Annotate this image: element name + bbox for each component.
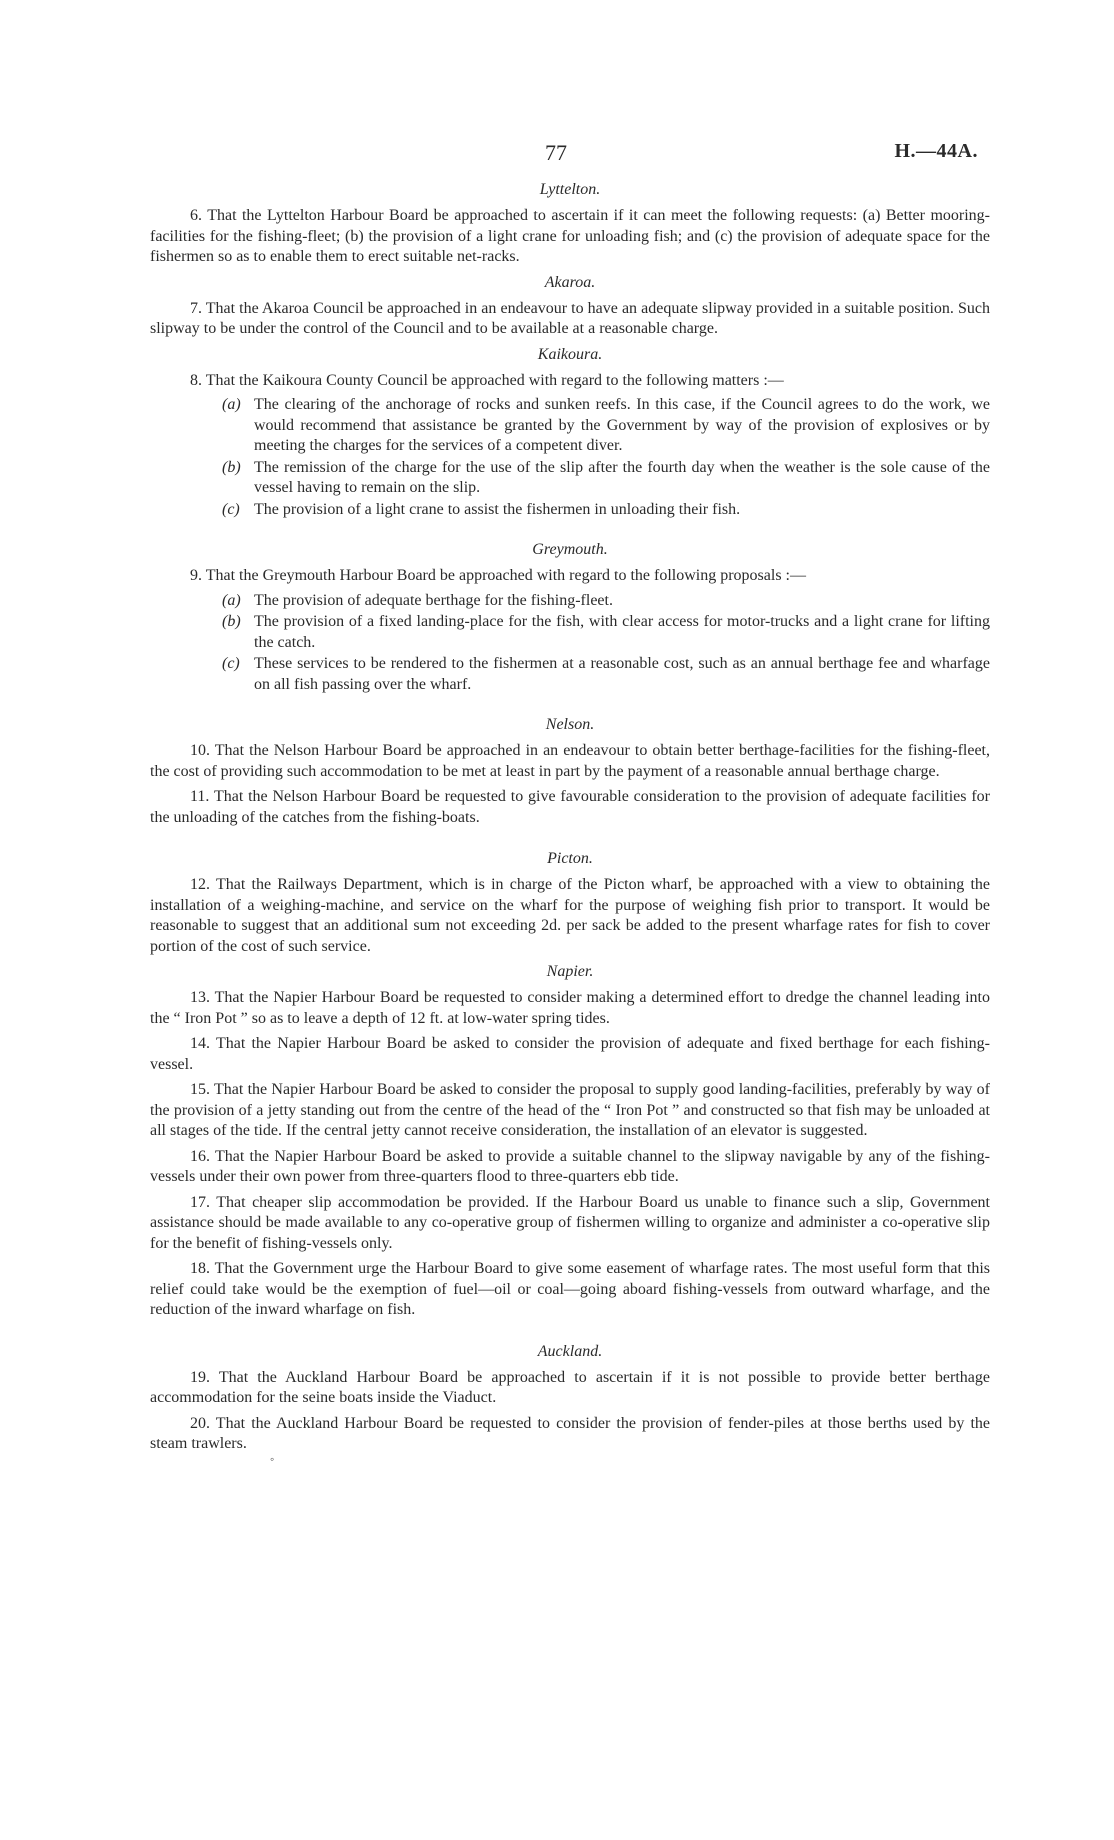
section-auckland bbox=[150, 1342, 990, 1455]
stray-ink-mark: ◦ bbox=[270, 1452, 275, 1466]
section-kaikoura bbox=[150, 345, 990, 521]
sub-item bbox=[150, 500, 990, 521]
section-heading: Nelson. bbox=[545, 716, 595, 733]
sub-item-label: (c) bbox=[222, 655, 240, 672]
paragraph-13: 13. That the Napier Harbour Board be requested to consider making a determined effort to dredge the channel leading into the “ Iron Pot ” so as to leave a depth of 12 ft. at low-water spring tides. bbox=[150, 989, 990, 1027]
paragraph-20: 20. That the Auckland Harbour Board be requested to consider the provision of fender-piles at those berths used by the steam trawlers. bbox=[150, 1414, 990, 1452]
sub-item-label: (a) bbox=[222, 591, 241, 609]
paragraph-9-intro: 9. That the Greymouth Harbour Board be approached with regard to the following proposals :— bbox=[190, 567, 806, 584]
sub-item-list bbox=[150, 591, 990, 696]
section-heading: Greymouth. bbox=[532, 541, 608, 558]
spacer bbox=[150, 833, 990, 845]
paragraph-8-intro: 8. That the Kaikoura County Council be approached with regard to the following matters :— bbox=[190, 371, 784, 389]
sub-item bbox=[150, 458, 990, 499]
sub-item bbox=[150, 654, 990, 695]
paragraph-11: 11. That the Nelson Harbour Board be requested to give favourable consideration to the provision of adequate facilities for the unloading of the catches from the fishing-boats. bbox=[150, 788, 990, 826]
spacer bbox=[150, 1326, 990, 1338]
section-akaroa bbox=[150, 273, 990, 340]
paragraph-16: 16. That the Napier Harbour Board be asked to provide a suitable channel to the slipway navigable by any of the fishing-vessels under their own power from three-quarters flood to three-quarters ebb tide. bbox=[150, 1147, 990, 1185]
sub-item-text: The provision of a fixed landing-place for the fish, with clear access for motor-trucks and a light crane for lifting the catch. bbox=[254, 613, 990, 651]
paragraph-6: 6. That the Lyttelton Harbour Board be approached to ascertain if it can meet the following requests: (a) Better mooring-facilities for the fishing-fleet; (b) the provision of a light crane for unloading fish; and (c) the provision of adequate space for the fishermen so as to enable them to erect suitable net-racks. bbox=[150, 207, 990, 265]
paragraph-10: 10. That the Nelson Harbour Board be approached in an endeavour to obtain better berthage-facilities for the fishing-fleet, the cost of providing such accommodation to be met at least in part by the payment of a reasonable annual berthage charge. bbox=[150, 742, 990, 780]
sub-item-text: The clearing of the anchorage of rocks and sunken reefs. In this case, if the Council agrees to do the work, we would recommend that assistance be granted by the Government by way of the provision of explosives or by meeting the charges for the services of a competent diver. bbox=[254, 396, 990, 454]
section-heading: Lyttelton. bbox=[539, 181, 601, 198]
sub-item-label: (b) bbox=[222, 613, 241, 630]
paragraph-12: 12. That the Railways Department, which is in charge of the Picton wharf, be approached with a view to obtaining the installation of a weighing-machine, and service on the wharf for the purpose of weighing fish prior to transport. It would be reasonable to suggest that an additional sum not exceeding 2d. per sack be added to the present wharfage rates for fish to cover portion of the cost of such service. bbox=[150, 876, 990, 955]
paragraph-7: 7. That the Akaroa Council be approached in an endeavour to have an adequate slipway provided in a suitable position. Such slipway to be under the control of the Council and to be available at a reasonable charge. bbox=[150, 299, 990, 337]
sub-item bbox=[150, 612, 990, 653]
section-heading: Kaikoura. bbox=[537, 345, 603, 363]
section-heading: Picton. bbox=[547, 850, 593, 867]
paragraph-19: 19. That the Auckland Harbour Board be approached to ascertain if it is not possible to provide better berthage accommodation for the seine boats inside the Viaduct. bbox=[150, 1368, 990, 1406]
section-lyttelton bbox=[150, 180, 990, 268]
section-heading: Auckland. bbox=[537, 1342, 603, 1360]
sub-item-label: (a) bbox=[222, 396, 241, 413]
sub-item bbox=[150, 591, 990, 612]
page-number: 77 bbox=[545, 140, 567, 165]
sub-item-label: (b) bbox=[222, 458, 241, 476]
section-nelson bbox=[150, 715, 990, 828]
section-picton bbox=[150, 849, 990, 957]
sub-item-text: The provision of adequate berthage for the fishing-fleet. bbox=[254, 591, 613, 609]
section-heading: Napier. bbox=[546, 963, 594, 980]
sub-item bbox=[150, 395, 990, 457]
sub-item-text: The remission of the charge for the use of the slip after the fourth day when the weather is the sole cause of the vessel having to remain on the slip. bbox=[254, 458, 990, 496]
page-header bbox=[150, 140, 990, 176]
spacer bbox=[150, 524, 990, 536]
section-heading: Akaroa. bbox=[544, 273, 596, 291]
document-page bbox=[150, 140, 990, 1460]
sub-item-list bbox=[150, 395, 990, 520]
section-napier bbox=[150, 962, 990, 1321]
paragraph-14: 14. That the Napier Harbour Board be asked to consider the provision of adequate and fixed berthage for each fishing-vessel. bbox=[150, 1035, 990, 1073]
section-greymouth bbox=[150, 540, 990, 695]
sub-item-label: (c) bbox=[222, 500, 240, 518]
paragraph-18: 18. That the Government urge the Harbour Board to give some easement of wharfage rates. The most useful form that this relief could take would be the exemption of fuel—oil or coal—going aboard fishing-vessels from outward wharfage, and the reduction of the inward wharfage on fish. bbox=[150, 1260, 990, 1318]
paragraph-17: 17. That cheaper slip accommodation be provided. If the Harbour Board us unable to finance such a slip, Government assistance should be made available to any co-operative group of fishermen willing to organize and administer a co-operative slip for the benefit of fishing-vessels only. bbox=[150, 1193, 990, 1252]
spacer bbox=[150, 699, 990, 711]
document-reference: H.—44A. bbox=[894, 140, 978, 162]
paragraph-15: 15. That the Napier Harbour Board be asked to consider the proposal to supply good landing-facilities, preferably by way of the provision of a jetty standing out from the centre of the head of the “ Iron Pot ” and constructed so that fish may be unloaded at all stages of the tide. If the central jetty cannot receive consideration, the installation of an elevator is suggested. bbox=[150, 1081, 990, 1139]
sub-item-text: The provision of a light crane to assist the fishermen in unloading their fish. bbox=[254, 500, 741, 518]
sub-item-text: These services to be rendered to the fishermen at a reasonable cost, such as an annual berthage fee and wharfage on all fish passing over the wharf. bbox=[254, 655, 990, 693]
